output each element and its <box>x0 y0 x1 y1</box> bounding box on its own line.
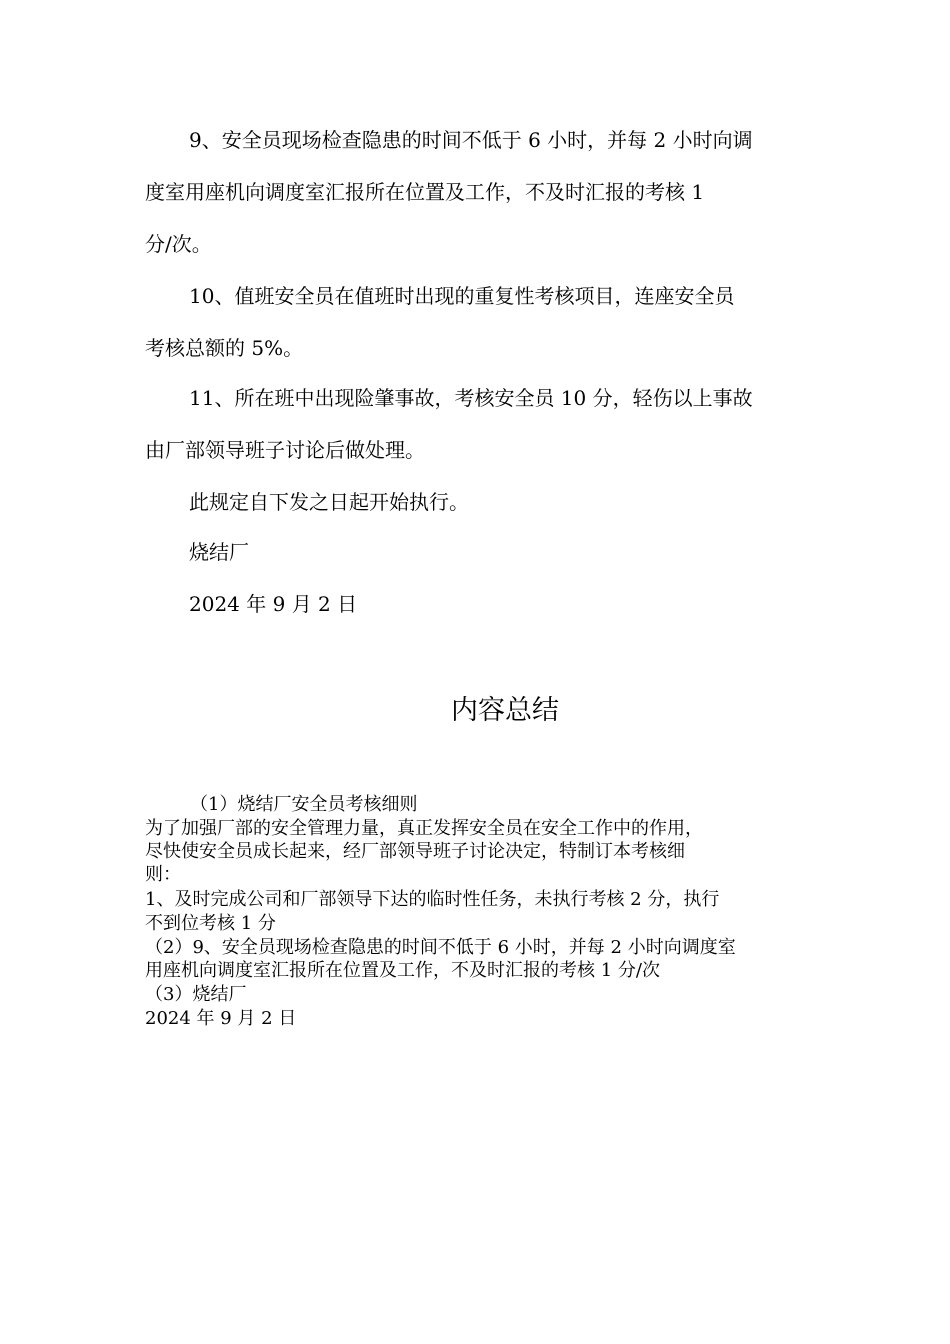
item10-line1: 10、值班安全员在值班时出现的重复性考核项目，连座安全员 <box>189 284 735 308</box>
summary-line: 不到位考核 1 分 <box>145 913 276 934</box>
summary-line: 1、及时完成公司和厂部领导下达的临时性任务，未执行考核 2 分，执行 <box>145 889 720 910</box>
item9-line1: 9、安全员现场检查隐患的时间不低于 6 小时，并每 2 小时向调 <box>189 128 753 152</box>
summary-title: 内容总结 <box>451 695 559 726</box>
summary-line: 2024 年 9 月 2 日 <box>145 1008 297 1029</box>
item11-line2: 由厂部领导班子讨论后做处理。 <box>145 438 425 462</box>
effective-statement: 此规定自下发之日起开始执行。 <box>189 490 469 514</box>
summary-line: 用座机向调度室汇报所在位置及工作，不及时汇报的考核 1 分/次 <box>145 960 660 981</box>
item9-line3: 分/次。 <box>145 232 212 256</box>
summary-line: 则： <box>145 864 181 885</box>
summary-line: 尽快使安全员成长起来，经厂部领导班子讨论决定，特制订本考核细 <box>145 841 685 862</box>
summary-line: 为了加强厂部的安全管理力量，真正发挥安全员在安全工作中的作用， <box>145 818 703 839</box>
summary-line: （3）烧结厂 <box>145 984 247 1005</box>
issuer-name: 烧结厂 <box>189 540 249 564</box>
item11-line1: 11、所在班中出现险肇事故，考核安全员 10 分，轻伤以上事故 <box>189 386 753 410</box>
item10-line2: 考核总额的 5%。 <box>145 336 304 360</box>
summary-line: （2）9、安全员现场检查隐患的时间不低于 6 小时，并每 2 小时向调度室 <box>145 937 736 958</box>
summary-line: （1）烧结厂安全员考核细则 <box>190 794 418 815</box>
item9-line2: 度室用座机向调度室汇报所在位置及工作，不及时汇报的考核 1 <box>145 180 705 204</box>
issue-date: 2024 年 9 月 2 日 <box>189 592 358 616</box>
